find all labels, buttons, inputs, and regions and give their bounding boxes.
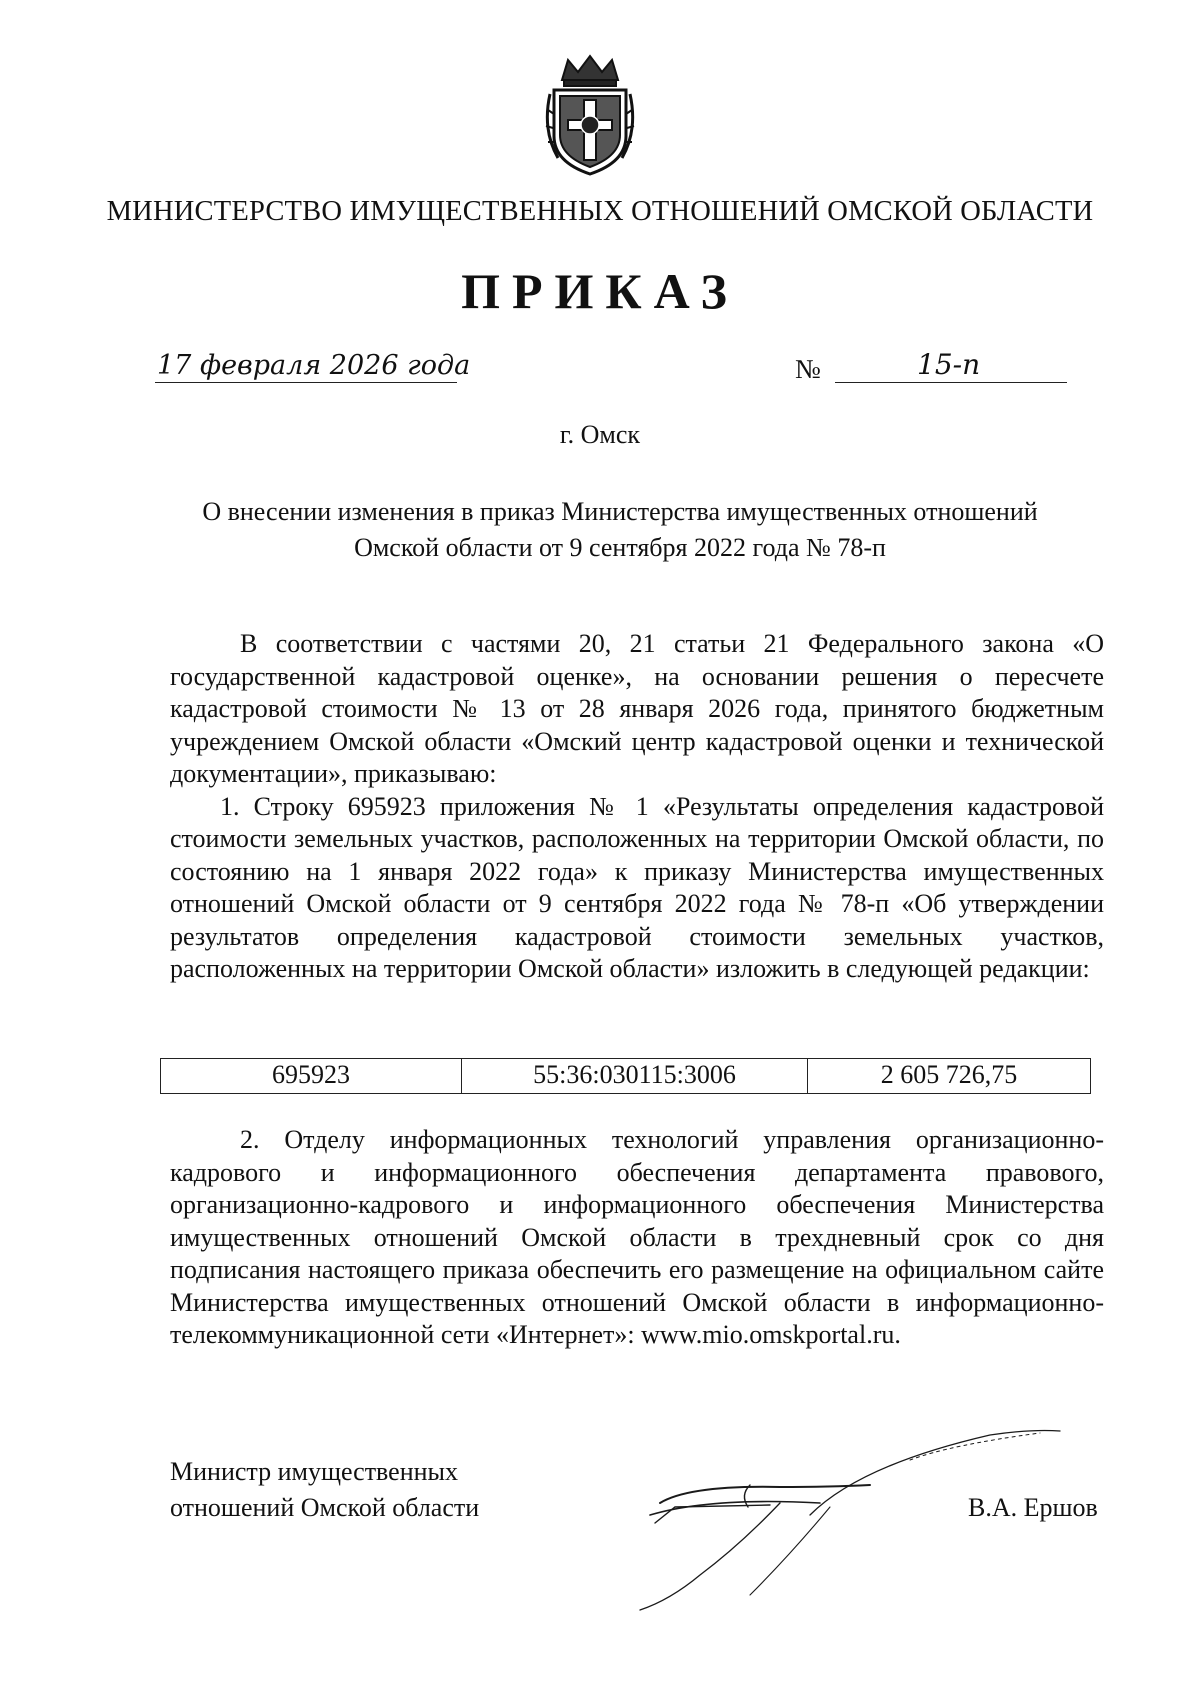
subject-line: Омской области от 9 сентября 2022 года № 78-п (354, 533, 886, 562)
document-type-title: ПРИКАЗ (461, 263, 739, 319)
number-sign: № (795, 354, 821, 384)
city-name: г. Омск (559, 420, 641, 449)
signatory-position (170, 1454, 479, 1526)
coat-of-arms-icon (540, 50, 640, 180)
order-body-continued (170, 1124, 1104, 1352)
subject-line: О внесении изменения в приказ Министерства имущественных отношений (202, 497, 1038, 526)
signatory-position-line: Министр имущественных (170, 1457, 459, 1486)
cadastral-value-cell: 2 605 726,75 (880, 1060, 1018, 1089)
order-date: 17 февраля 2026 года (157, 350, 471, 381)
row-number-cell: 695923 (161, 1059, 462, 1093)
order-number-field (795, 348, 1075, 386)
cadastral-table-row (160, 1058, 1091, 1094)
signatory-position-line: отношений Омской области (170, 1493, 480, 1522)
ministry-name: МИНИСТЕРСТВО ИМУЩЕСТВЕННЫХ ОТНОШЕНИЙ ОМСКОЙ ОБЛАСТИ (106, 196, 1094, 227)
intro-paragraph: В соответствии с частями 20, 21 статьи 21 Федерального закона «О государственной кадастровой оценке», на основании решения о пересчете кадастровой стоимости № 13 от 28 января 2026 года, принятого бюджетным учреждением Омской области «Омский центр кадастровой оценки и технической документации», приказываю: (170, 629, 1104, 788)
order-body (170, 628, 1104, 986)
signatory-name: В.А. Ершов (968, 1493, 1098, 1522)
item-1-paragraph: 1. Строку 695923 приложения № 1 «Результаты определения кадастровой стоимости земельных участков, расположенных на территории Омской области, по состоянию на 1 января 2022 года» к приказу Министерства имущественных отношений Омской области от 9 сентября 2022 года № 78-п «Об утверждении результатов определения кадастровой стоимости земельных участков, расположенных на территории Омской области» изложить в следующей редакции: (170, 791, 1104, 983)
cadastral-number-cell: 55:36:030115:3006 (462, 1059, 808, 1093)
order-subject (150, 494, 1090, 566)
order-number: 15-п (917, 348, 981, 381)
number-underline (835, 382, 1067, 383)
item-2-paragraph: 2. Отделу информационных технологий управления организационно-кадрового и информационного обеспечения департамента правового, организационно-кадрового и информационного обеспечения Министерства имущественных отношений Омской области в трехдневный срок со дня подписания настоящего приказа обеспечить его размещение на официальном сайте Министерства имущественных отношений Омской области в информационно-телекоммуникационной сети «Интернет»: www.mio.omskportal.ru. (170, 1125, 1104, 1349)
